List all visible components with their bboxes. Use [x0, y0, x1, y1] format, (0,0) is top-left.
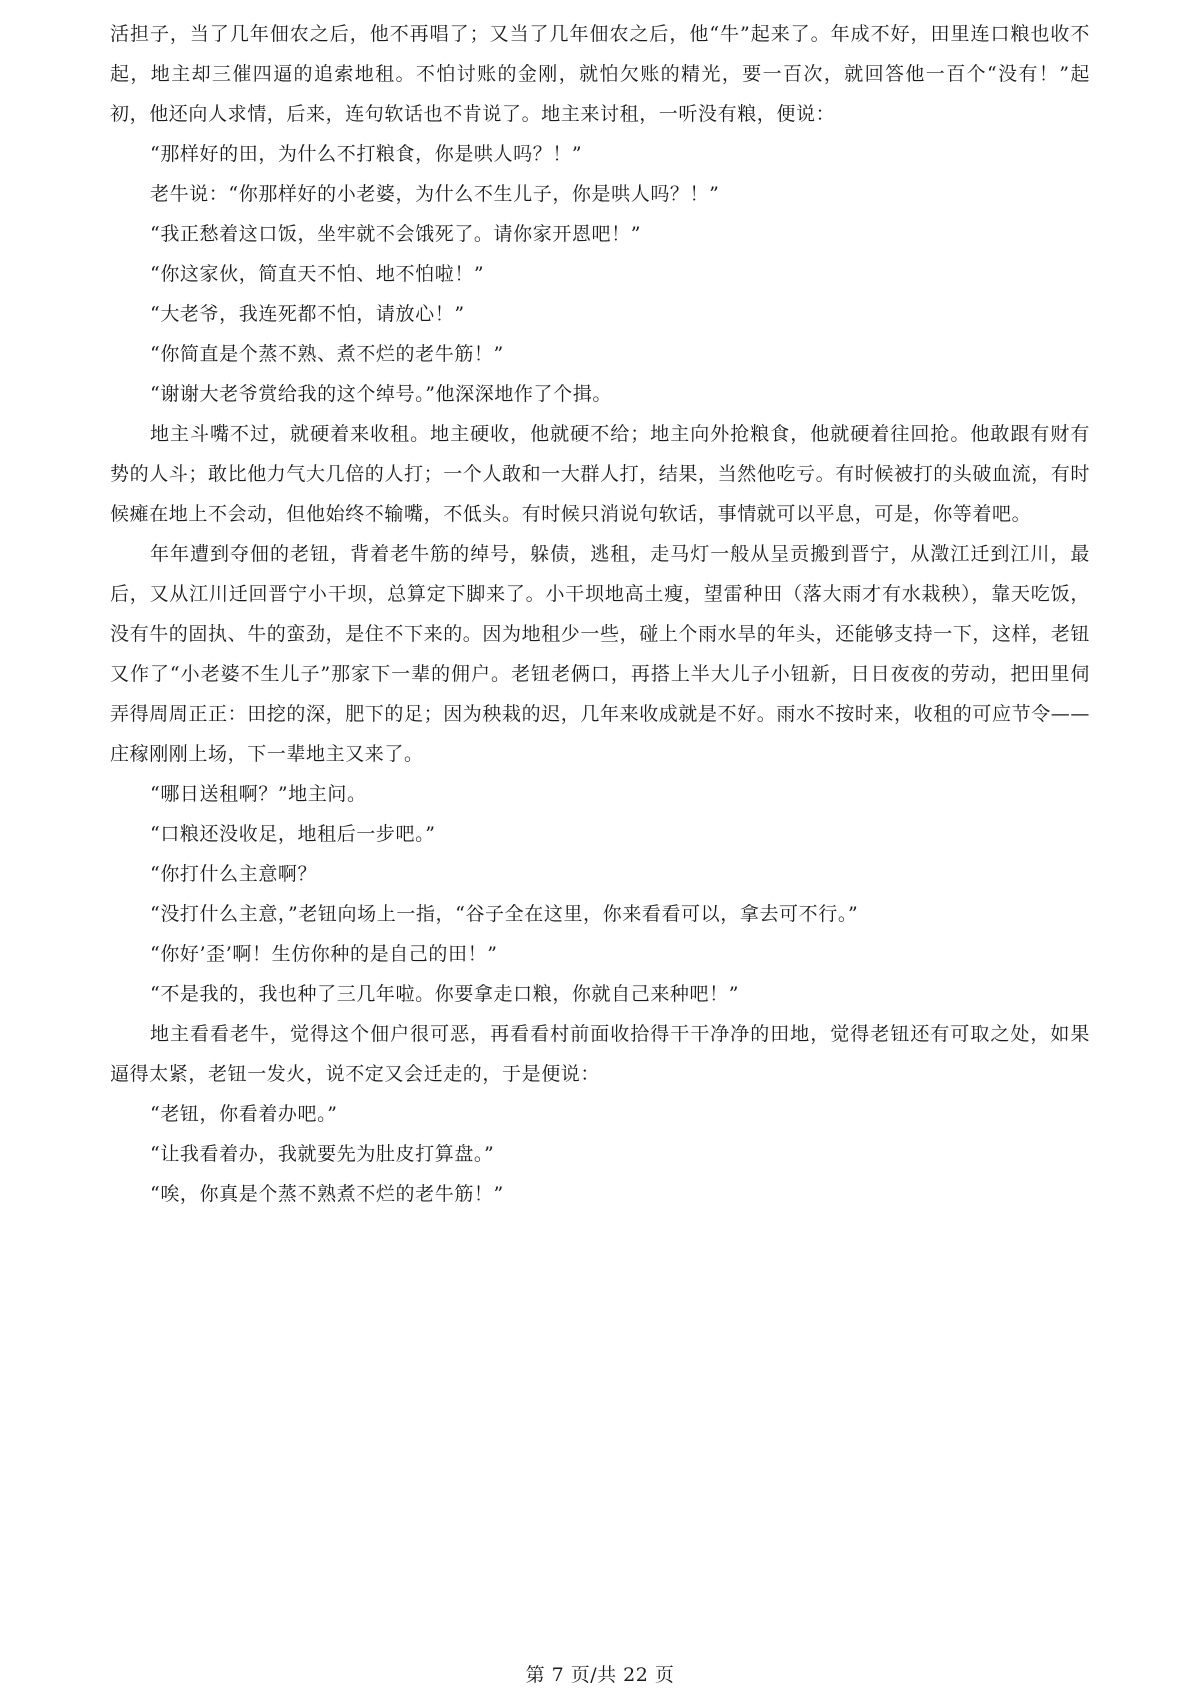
document-paragraph: “让我看着办，我就要先为肚皮打算盘。” — [150, 1143, 495, 1165]
document-paragraph: “不是我的，我也种了三几年啦。你要拿走口粮，你就自己来种吧！” — [150, 983, 740, 1005]
document-paragraph: “大老爷，我连死都不怕，请放心！” — [150, 303, 465, 325]
page-number-footer: 第 7 页/共 22 页 — [525, 1664, 675, 1686]
document-paragraph: 活担子，当了几年佃农之后，他不再唱了；又当了几年佃农之后，他“牛”起来了。年成不好，田里连口粮也收不起，地主却三催四逼的追索地租。不怕讨账的金刚，就怕欠账的精光，要一百次，就回答他一百个“没有！”起初，他还向人求情，后来，连句软话也不肯说了。地主来讨租，一听没有粮，便说： — [110, 23, 1090, 125]
document-body — [110, 14, 1090, 1214]
document-paragraph: 老牛说：“你那样好的小老婆，为什么不生儿子，你是哄人吗？！” — [150, 183, 720, 205]
document-paragraph: “老钮，你看着办吧。” — [150, 1103, 338, 1125]
document-paragraph: “我正愁着这口饭，坐牢就不会饿死了。请你家开恩吧！” — [150, 223, 642, 245]
document-paragraph: 年年遭到夺佃的老钮，背着老牛筋的绰号，躲债，逃租，走马灯一般从呈贡搬到晋宁，从澂江迁到江川，最后，又从江川迁回晋宁小干坝，总算定下脚来了。小干坝地高土瘦，望雷种田（落大雨才有水栽秧），靠天吃饭，没有牛的固执、牛的蛮劲，是住不下来的。因为地租少一些，碰上个雨水旱的年头，还能够支持一下，这样，老钮又作了“小老婆不生儿子”那家下一辈的佣户。老钮老俩口，再搭上半大儿子小钮新，日日夜夜的劳动，把田里伺弄得周周正正：田挖的深，肥下的足；因为秧栽的迟，几年来收成就是不好。雨水不按时来，收租的可应节令——庄稼刚刚上场，下一辈地主又来了。 — [110, 543, 1091, 765]
document-paragraph: “你简直是个蒸不熟、煮不烂的老牛筋！” — [150, 343, 504, 365]
document-paragraph: “口粮还没收足，地租后一步吧。” — [150, 823, 436, 845]
document-paragraph: “你好’歪’啊！生仿你种的是自己的田！” — [150, 943, 498, 965]
document-paragraph: “唉，你真是个蒸不熟煮不烂的老牛筋！” — [150, 1183, 504, 1205]
document-paragraph: “你打什么主意啊？ — [150, 863, 318, 885]
document-paragraph: “你这家伙，简直天不怕、地不怕啦！” — [150, 263, 485, 285]
document-paragraph: “没打什么主意，”老钮向场上一指，“谷子全在这里，你来看看可以，拿去可不行。” — [150, 903, 859, 925]
document-paragraph: “那样好的田，为什么不打粮食，你是哄人吗？！” — [150, 143, 583, 165]
document-paragraph: 地主看看老牛，觉得这个佃户很可恶，再看看村前面收拾得干干净净的田地，觉得老钮还有可取之处，如果逼得太紧，老钮一发火，说不定又会迁走的，于是便说： — [110, 1023, 1090, 1085]
document-paragraph: 地主斗嘴不过，就硬着来收租。地主硬收，他就硬不给；地主向外抢粮食，他就硬着往回抢。他敢跟有财有势的人斗；敢比他力气大几倍的人打；一个人敢和一大群人打，结果，当然他吃亏。有时候被打的头破血流，有时候瘫在地上不会动，但他始终不输嘴，不低头。有时候只消说句软话，事情就可以平息，可是，你等着吧。 — [110, 423, 1091, 525]
document-paragraph: “谢谢大老爷赏给我的这个绰号。”他深深地作了个揖。 — [150, 383, 612, 405]
document-paragraph: “哪日送租啊？”地主问。 — [150, 783, 367, 805]
